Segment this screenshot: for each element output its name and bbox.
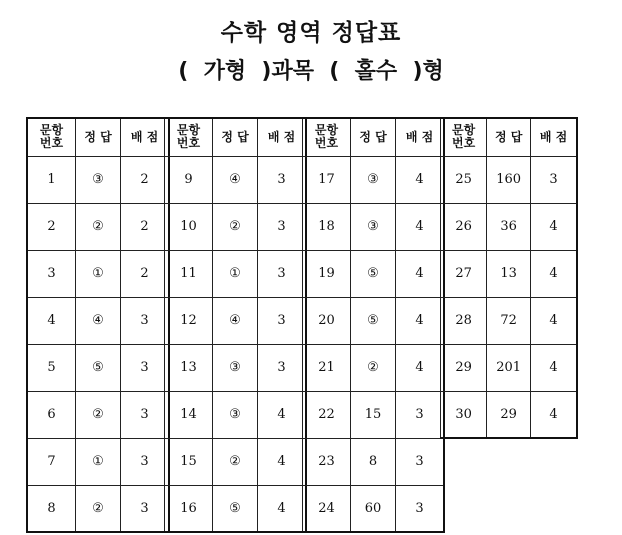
- answer-value: 60: [351, 485, 396, 532]
- table-row: [165, 438, 307, 485]
- answer-value: 160: [487, 156, 531, 203]
- score-value: 3: [258, 203, 307, 250]
- answer-value: ⑤: [351, 250, 396, 297]
- table-row: [303, 391, 445, 438]
- question-number-header: 문항 번호: [441, 118, 487, 156]
- answer-value: ③: [351, 203, 396, 250]
- answer-value: ④: [213, 297, 258, 344]
- score-value: 3: [258, 344, 307, 391]
- answer-table: [302, 117, 445, 533]
- table-row: [27, 438, 169, 485]
- answer-value: ⑤: [213, 485, 258, 532]
- question-number-header: 문항 번호: [27, 118, 76, 156]
- answer-value: ②: [351, 344, 396, 391]
- question-number: 10: [165, 203, 213, 250]
- question-number: 18: [303, 203, 351, 250]
- table-row: [27, 344, 169, 391]
- score-value: 2: [121, 156, 170, 203]
- score-value: 4: [258, 391, 307, 438]
- answer-value: ②: [213, 203, 258, 250]
- score-value: 3: [121, 344, 170, 391]
- header-row: [303, 118, 445, 156]
- table-row: [303, 485, 445, 532]
- question-number: 23: [303, 438, 351, 485]
- question-number: 17: [303, 156, 351, 203]
- table-row: [27, 250, 169, 297]
- answer-value: ②: [76, 485, 121, 532]
- table-row: [165, 391, 307, 438]
- question-number: 7: [27, 438, 76, 485]
- header-row: [441, 118, 578, 156]
- table-row: [27, 156, 169, 203]
- question-number: 13: [165, 344, 213, 391]
- answer-header: 정 답: [351, 118, 396, 156]
- table-row: [165, 344, 307, 391]
- score-value: 4: [396, 156, 445, 203]
- score-value: 4: [531, 344, 577, 391]
- score-value: 3: [396, 485, 445, 532]
- score-value: 3: [121, 485, 170, 532]
- score-value: 4: [396, 297, 445, 344]
- score-value: 3: [396, 391, 445, 438]
- question-number: 30: [441, 391, 487, 438]
- answer-value: 201: [487, 344, 531, 391]
- score-value: 4: [531, 297, 577, 344]
- header-row: [165, 118, 307, 156]
- question-number: 8: [27, 485, 76, 532]
- table-row: [441, 297, 578, 344]
- question-number: 21: [303, 344, 351, 391]
- table-row: [303, 203, 445, 250]
- header-row: [27, 118, 169, 156]
- question-number: 22: [303, 391, 351, 438]
- table-row: [303, 297, 445, 344]
- table-row: [27, 485, 169, 532]
- answer-value: 8: [351, 438, 396, 485]
- answer-value: ③: [351, 156, 396, 203]
- question-number: 4: [27, 297, 76, 344]
- answer-table: [26, 117, 170, 533]
- table-row: [165, 297, 307, 344]
- score-value: 4: [396, 203, 445, 250]
- question-number: 25: [441, 156, 487, 203]
- score-value: 4: [258, 485, 307, 532]
- question-number: 27: [441, 250, 487, 297]
- answer-column-group: [26, 117, 170, 533]
- answer-value: ⑤: [76, 344, 121, 391]
- question-number: 1: [27, 156, 76, 203]
- table-row: [441, 391, 578, 438]
- question-number: 24: [303, 485, 351, 532]
- score-header: 배 점: [531, 118, 577, 156]
- answer-value: 13: [487, 250, 531, 297]
- answer-value: ③: [213, 344, 258, 391]
- answer-value: ③: [213, 391, 258, 438]
- table-row: [441, 250, 578, 297]
- score-header: 배 점: [396, 118, 445, 156]
- score-value: 4: [531, 203, 577, 250]
- table-row: [441, 156, 578, 203]
- question-number: 15: [165, 438, 213, 485]
- table-row: [303, 438, 445, 485]
- answer-value: ④: [76, 297, 121, 344]
- question-number: 28: [441, 297, 487, 344]
- answer-table: [440, 117, 578, 439]
- table-row: [441, 344, 578, 391]
- answer-table: [164, 117, 307, 533]
- question-number: 14: [165, 391, 213, 438]
- score-value: 3: [258, 297, 307, 344]
- answer-value: ①: [76, 438, 121, 485]
- score-value: 3: [258, 250, 307, 297]
- question-number-header: 문항 번호: [165, 118, 213, 156]
- score-value: 2: [121, 203, 170, 250]
- table-row: [303, 250, 445, 297]
- question-number: 19: [303, 250, 351, 297]
- answer-column-group: [302, 117, 445, 533]
- score-value: 4: [396, 250, 445, 297]
- question-number: 5: [27, 344, 76, 391]
- score-value: 4: [531, 250, 577, 297]
- answer-value: ②: [76, 391, 121, 438]
- answer-column-group: [440, 117, 578, 439]
- answer-header: 정 답: [76, 118, 121, 156]
- score-header: 배 점: [258, 118, 307, 156]
- answer-header: 정 답: [213, 118, 258, 156]
- score-value: 4: [258, 438, 307, 485]
- answer-key-grid: [26, 117, 578, 531]
- answer-value: ①: [76, 250, 121, 297]
- table-row: [165, 250, 307, 297]
- score-value: 3: [258, 156, 307, 203]
- question-number: 26: [441, 203, 487, 250]
- question-number: 3: [27, 250, 76, 297]
- answer-value: 36: [487, 203, 531, 250]
- answer-value: ⑤: [351, 297, 396, 344]
- score-value: 3: [121, 438, 170, 485]
- answer-value: ④: [213, 156, 258, 203]
- score-value: 2: [121, 250, 170, 297]
- answer-header: 정 답: [487, 118, 531, 156]
- answer-value: 15: [351, 391, 396, 438]
- score-value: 4: [531, 391, 577, 438]
- score-value: 3: [121, 391, 170, 438]
- answer-value: 29: [487, 391, 531, 438]
- table-row: [27, 391, 169, 438]
- table-row: [27, 297, 169, 344]
- answer-column-group: [164, 117, 307, 533]
- answer-value: ①: [213, 250, 258, 297]
- question-number: 6: [27, 391, 76, 438]
- score-value: 4: [396, 344, 445, 391]
- score-value: 3: [531, 156, 577, 203]
- table-row: [303, 344, 445, 391]
- question-number: 20: [303, 297, 351, 344]
- table-row: [441, 203, 578, 250]
- table-row: [165, 156, 307, 203]
- table-row: [165, 485, 307, 532]
- question-number: 29: [441, 344, 487, 391]
- question-number: 12: [165, 297, 213, 344]
- answer-value: ②: [76, 203, 121, 250]
- answer-value: 72: [487, 297, 531, 344]
- table-row: [303, 156, 445, 203]
- question-number-header: 문항 번호: [303, 118, 351, 156]
- page-subtitle: ( 가형 )과목 ( 홀수 )형: [178, 59, 444, 84]
- question-number: 9: [165, 156, 213, 203]
- question-number: 11: [165, 250, 213, 297]
- answer-value: ③: [76, 156, 121, 203]
- table-row: [27, 203, 169, 250]
- page-title: 수학 영역 정답표: [220, 20, 402, 46]
- score-header: 배 점: [121, 118, 170, 156]
- table-row: [165, 203, 307, 250]
- score-value: 3: [121, 297, 170, 344]
- score-value: 3: [396, 438, 445, 485]
- question-number: 16: [165, 485, 213, 532]
- answer-value: ②: [213, 438, 258, 485]
- question-number: 2: [27, 203, 76, 250]
